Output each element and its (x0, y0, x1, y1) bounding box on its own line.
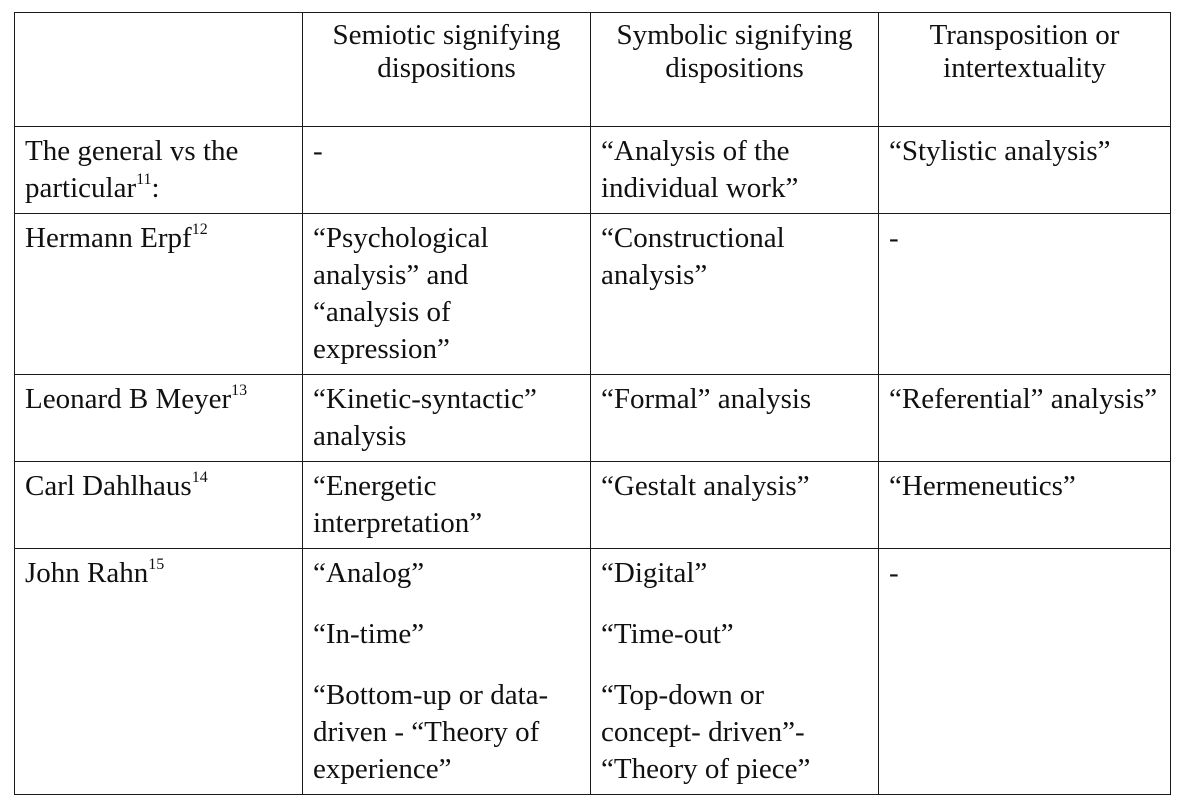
cell-text: “Stylistic analysis” (889, 135, 1111, 167)
footnote-marker: 14 (191, 469, 208, 487)
cell-semiotic (303, 127, 591, 214)
footnote-marker: 11 (136, 171, 152, 189)
cell-text: “Psychological analysis” and “analysis of expression” (313, 222, 489, 365)
table-row (15, 549, 1171, 795)
row-label-text: John Rahn (25, 557, 149, 589)
row-label (15, 462, 303, 549)
cell-text: - (889, 557, 899, 589)
cell-text: “Kinetic-syntactic” analysis (313, 383, 537, 452)
cell-symbolic (591, 127, 879, 214)
row-label-text: Hermann Erpf (25, 222, 192, 254)
cell-symbolic (591, 549, 879, 795)
cell-text: “Digital” (601, 557, 708, 589)
cell-semiotic (303, 549, 591, 795)
cell-semiotic (303, 214, 591, 375)
cell-text: “Bottom-up or data-driven - “Theory of experience” (313, 679, 549, 785)
footnote-marker: 13 (231, 382, 248, 400)
table-row (15, 214, 1171, 375)
row-label (15, 127, 303, 214)
cell-text: “Gestalt analysis” (601, 470, 810, 502)
cell-text: “Formal” analysis (601, 383, 812, 415)
table-row (15, 375, 1171, 462)
header-transposition: Transposition or intertextuality (879, 13, 1171, 127)
cell-transposition (879, 462, 1171, 549)
table-row (15, 127, 1171, 214)
cell-transposition (879, 549, 1171, 795)
cell-text: “In-time” (313, 618, 425, 650)
cell-symbolic (591, 214, 879, 375)
table-row (15, 462, 1171, 549)
header-corner (15, 13, 303, 127)
cell-text: “Analysis of the individual work” (601, 135, 799, 204)
cell-text: - (313, 135, 323, 167)
cell-text: “Referential” analysis” (889, 383, 1158, 415)
cell-text: - (889, 222, 899, 254)
header-symbolic: Symbolic signifying dispositions (591, 13, 879, 127)
row-label (15, 549, 303, 795)
row-label-suffix: : (151, 172, 160, 204)
row-label-text: Carl Dahlhaus (25, 470, 192, 502)
cell-text: “Time-out” (601, 618, 734, 650)
header-semiotic: Semiotic signifying dispositions (303, 13, 591, 127)
cell-text: “Hermeneutics” (889, 470, 1076, 502)
footnote-marker: 12 (191, 221, 208, 239)
cell-semiotic (303, 462, 591, 549)
cell-semiotic (303, 375, 591, 462)
cell-transposition (879, 375, 1171, 462)
cell-text: “Analog” (313, 557, 425, 589)
cell-text: “Constructional analysis” (601, 222, 785, 291)
row-label (15, 214, 303, 375)
cell-symbolic (591, 462, 879, 549)
cell-symbolic (591, 375, 879, 462)
footnote-marker: 15 (148, 556, 165, 574)
cell-text: “Energetic interpretation” (313, 470, 483, 539)
row-label-text: Leonard B Meyer (25, 383, 232, 415)
cell-transposition (879, 127, 1171, 214)
analysis-comparison-table (14, 12, 1171, 795)
cell-transposition (879, 214, 1171, 375)
row-label-text: The general vs the particular (25, 135, 239, 204)
header-row (15, 13, 1171, 127)
cell-text: “Top-down or concept- driven”- “Theory of piece” (601, 679, 811, 785)
row-label (15, 375, 303, 462)
